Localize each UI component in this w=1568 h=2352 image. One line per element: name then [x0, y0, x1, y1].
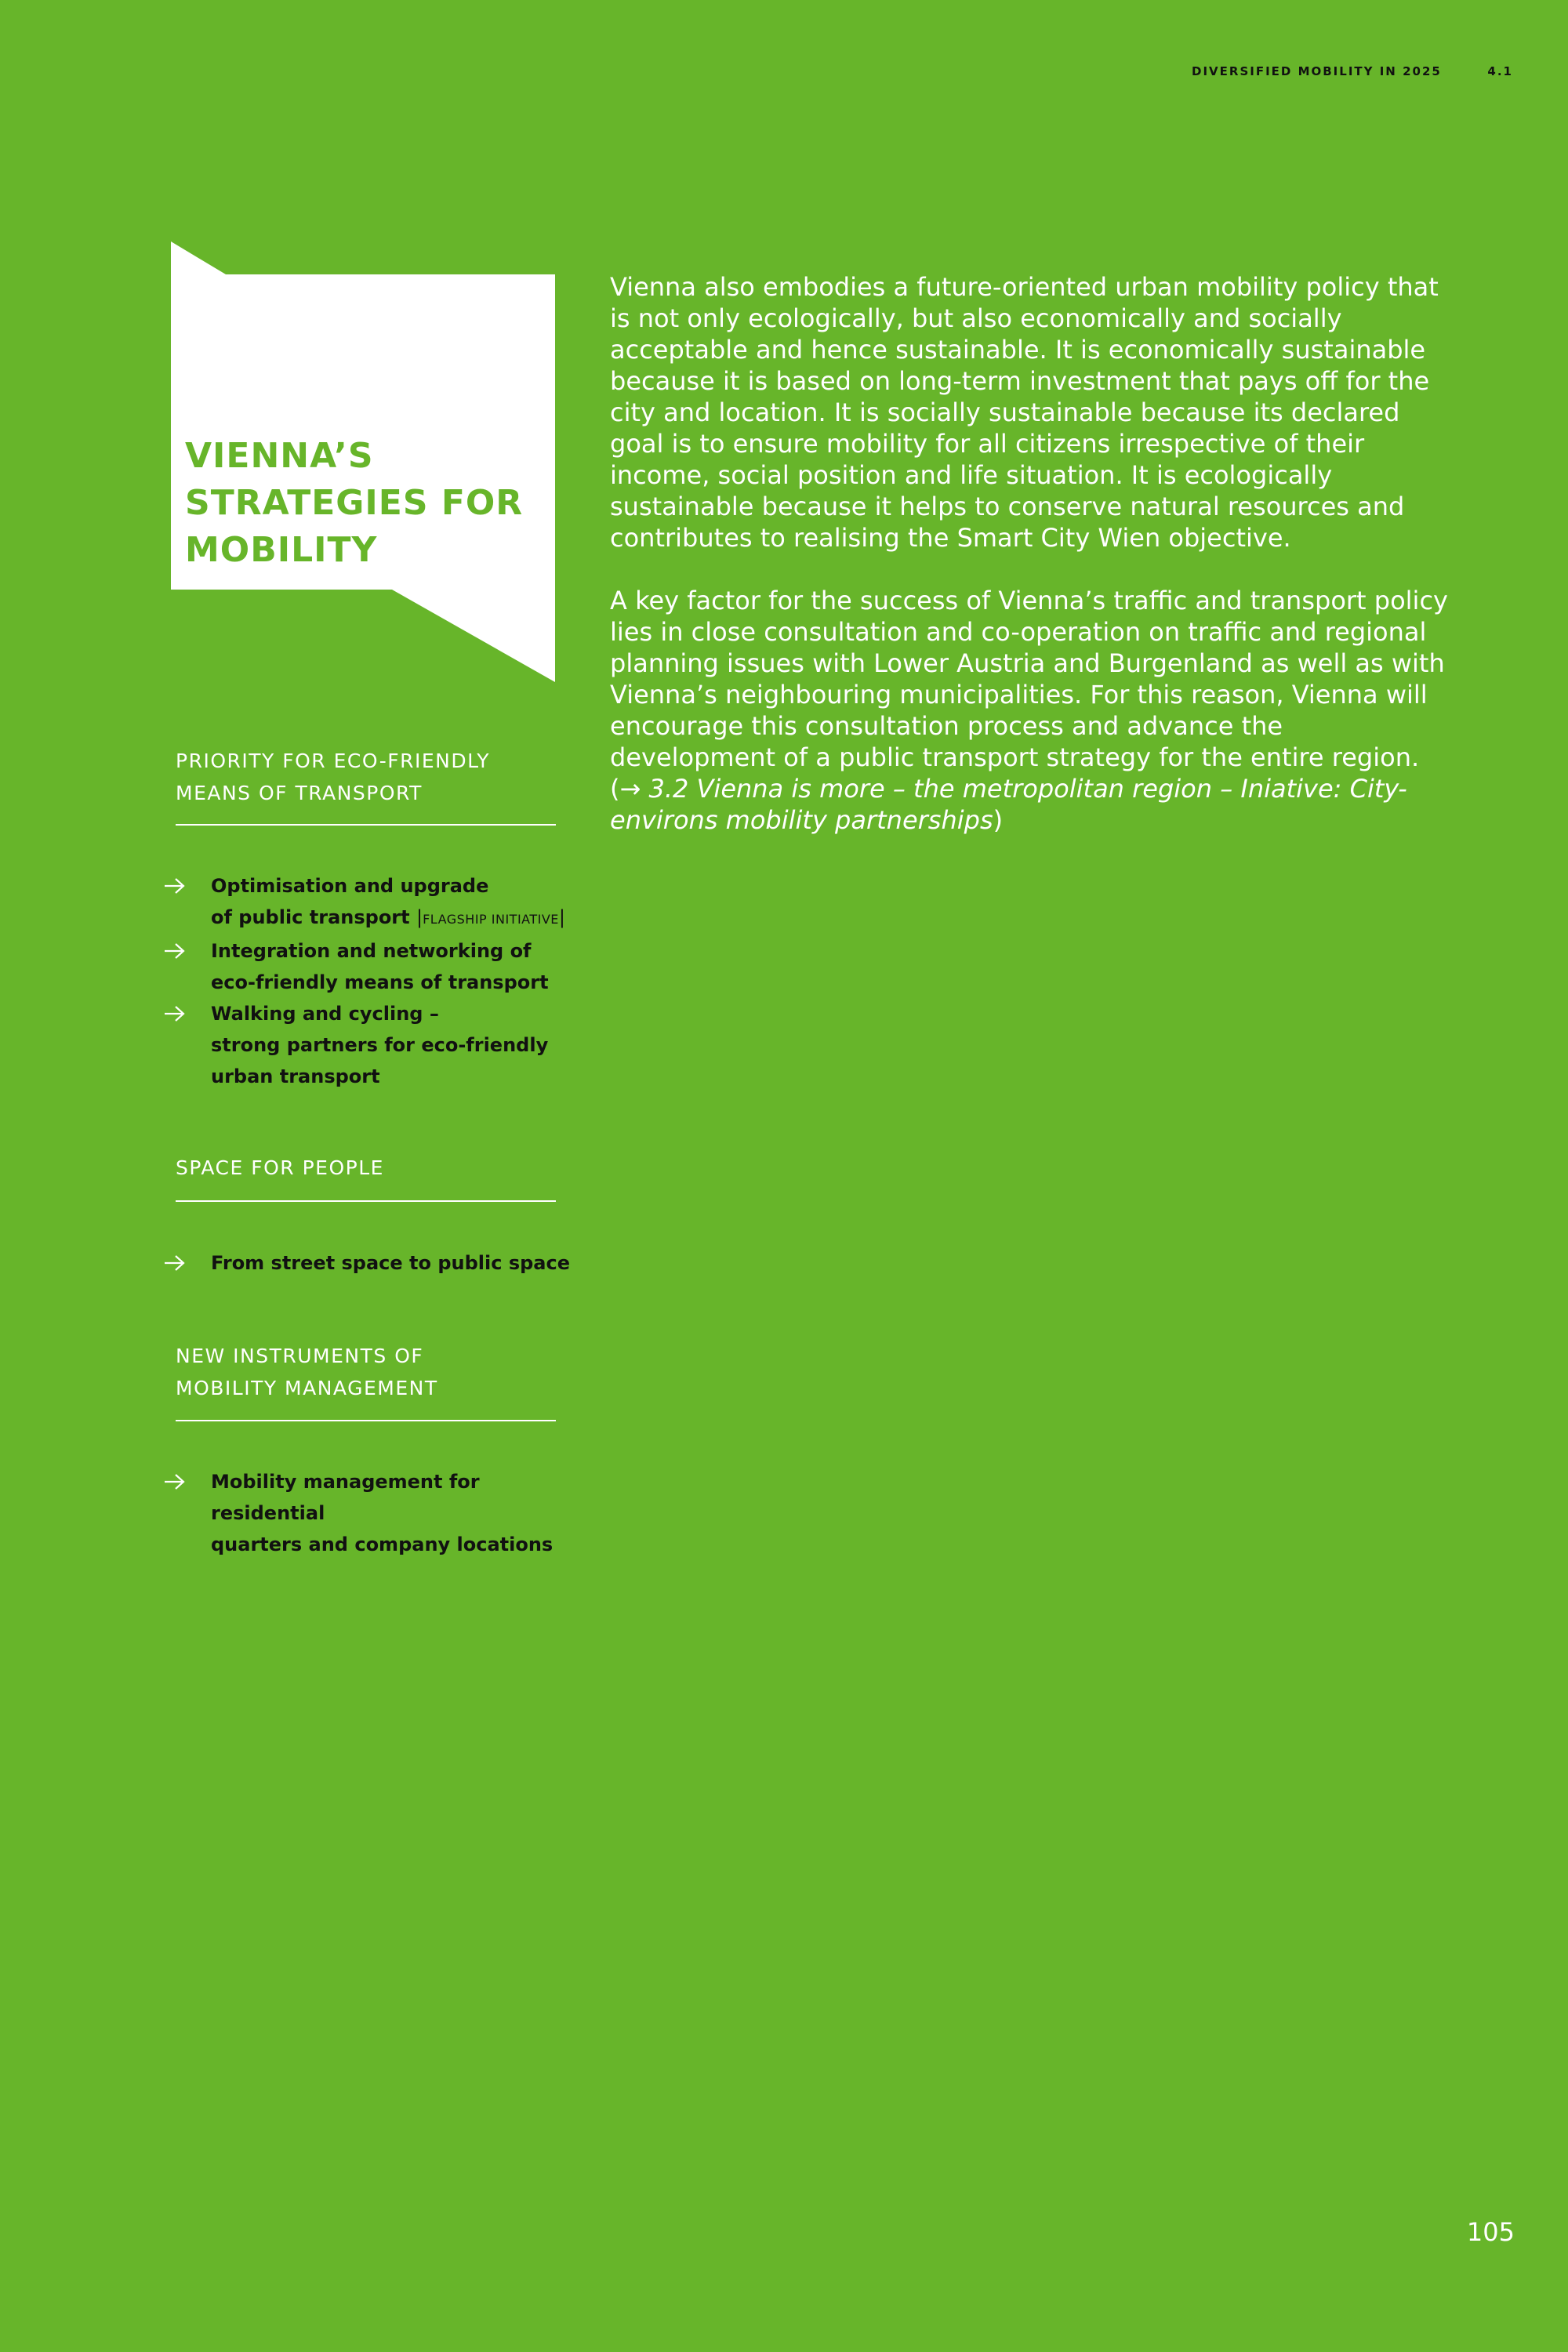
list-item-text: Integration and networking of eco-friendly means of transport [211, 940, 549, 993]
list-item [163, 1247, 571, 1279]
arrow-right-icon [163, 942, 187, 960]
body-text [610, 271, 1450, 867]
list-item-text: Mobility management for residential quarters and company locations [211, 1471, 554, 1555]
arrow-right-icon [163, 877, 187, 895]
section-heading-instruments: NEW INSTRUMENTS OF MOBILITY MANAGEMENT [176, 1345, 438, 1399]
page-title: VIENNA’S STRATEGIES FOR MOBILITY [185, 436, 524, 570]
section-heading-space: SPACE FOR PEOPLE [176, 1156, 384, 1179]
arrow-right-icon [163, 1004, 187, 1023]
list-item [163, 1466, 571, 1560]
arrow-right-icon [163, 1472, 187, 1491]
instruments-list [163, 1466, 571, 1560]
section-divider [176, 1420, 556, 1421]
page-number: 105 [1466, 2217, 1515, 2247]
section-number: 4.1 [1487, 64, 1513, 78]
arrow-right-icon [163, 1254, 187, 1272]
cross-reference: 3.2 Vienna is more – the metropolitan region – Iniative: City-environs mobility partnerships [610, 774, 1407, 835]
list-item [163, 998, 571, 1092]
priority-list [163, 870, 571, 1092]
list-item: Optimisation and upgrade of public transport |FLAGSHIP INITIATIVE| [163, 870, 571, 935]
list-item-text: From street space to public space [211, 1252, 571, 1274]
chapter-title: DIVERSIFIED MOBILITY IN 2025 [1192, 64, 1442, 78]
section-heading-priority: PRIORITY FOR ECO-FRIENDLY MEANS OF TRANSPORT [176, 750, 491, 804]
list-item-text: Walking and cycling – strong partners for eco-friendly urban transport [211, 1003, 549, 1087]
body-paragraph: Vienna also embodies a future-oriented urban mobility policy that is not only ecologically, but also economically and socially acceptable and hence sustainable. It is economically sustainable because it is based on long-term investment that pays off for the city and location. It is socially sustainable because its declared goal is to ensure mobility for all citizens irrespective of their income, social position and life situation. It is ecologically sustainable because it helps to conserve natural resources and contributes to realising the Smart City Wien objective. [610, 272, 1439, 553]
section-divider [176, 824, 556, 826]
list-item [163, 935, 571, 998]
running-head [1192, 64, 1513, 80]
body-paragraph: A key factor for the success of Vienna’s traffic and transport policy lies in close consultation and co-operation on traffic and regional planning issues with Lower Austria and Burgenland as well as with Vienna’s neighbouring municipalities. For this reason, Vienna will encourage this consultation process and advance the development of a public transport strategy for the entire region. (→ 3.2 Vienna is more – the metropolitan region – Iniative: City-environs mobility partnerships) [610, 586, 1448, 835]
title-banner [171, 241, 557, 682]
list-item-text: Optimisation and upgrade of public transport [211, 875, 489, 928]
section-divider [176, 1200, 556, 1202]
flagship-tag: FLAGSHIP INITIATIVE [423, 912, 559, 927]
space-list [163, 1247, 571, 1279]
